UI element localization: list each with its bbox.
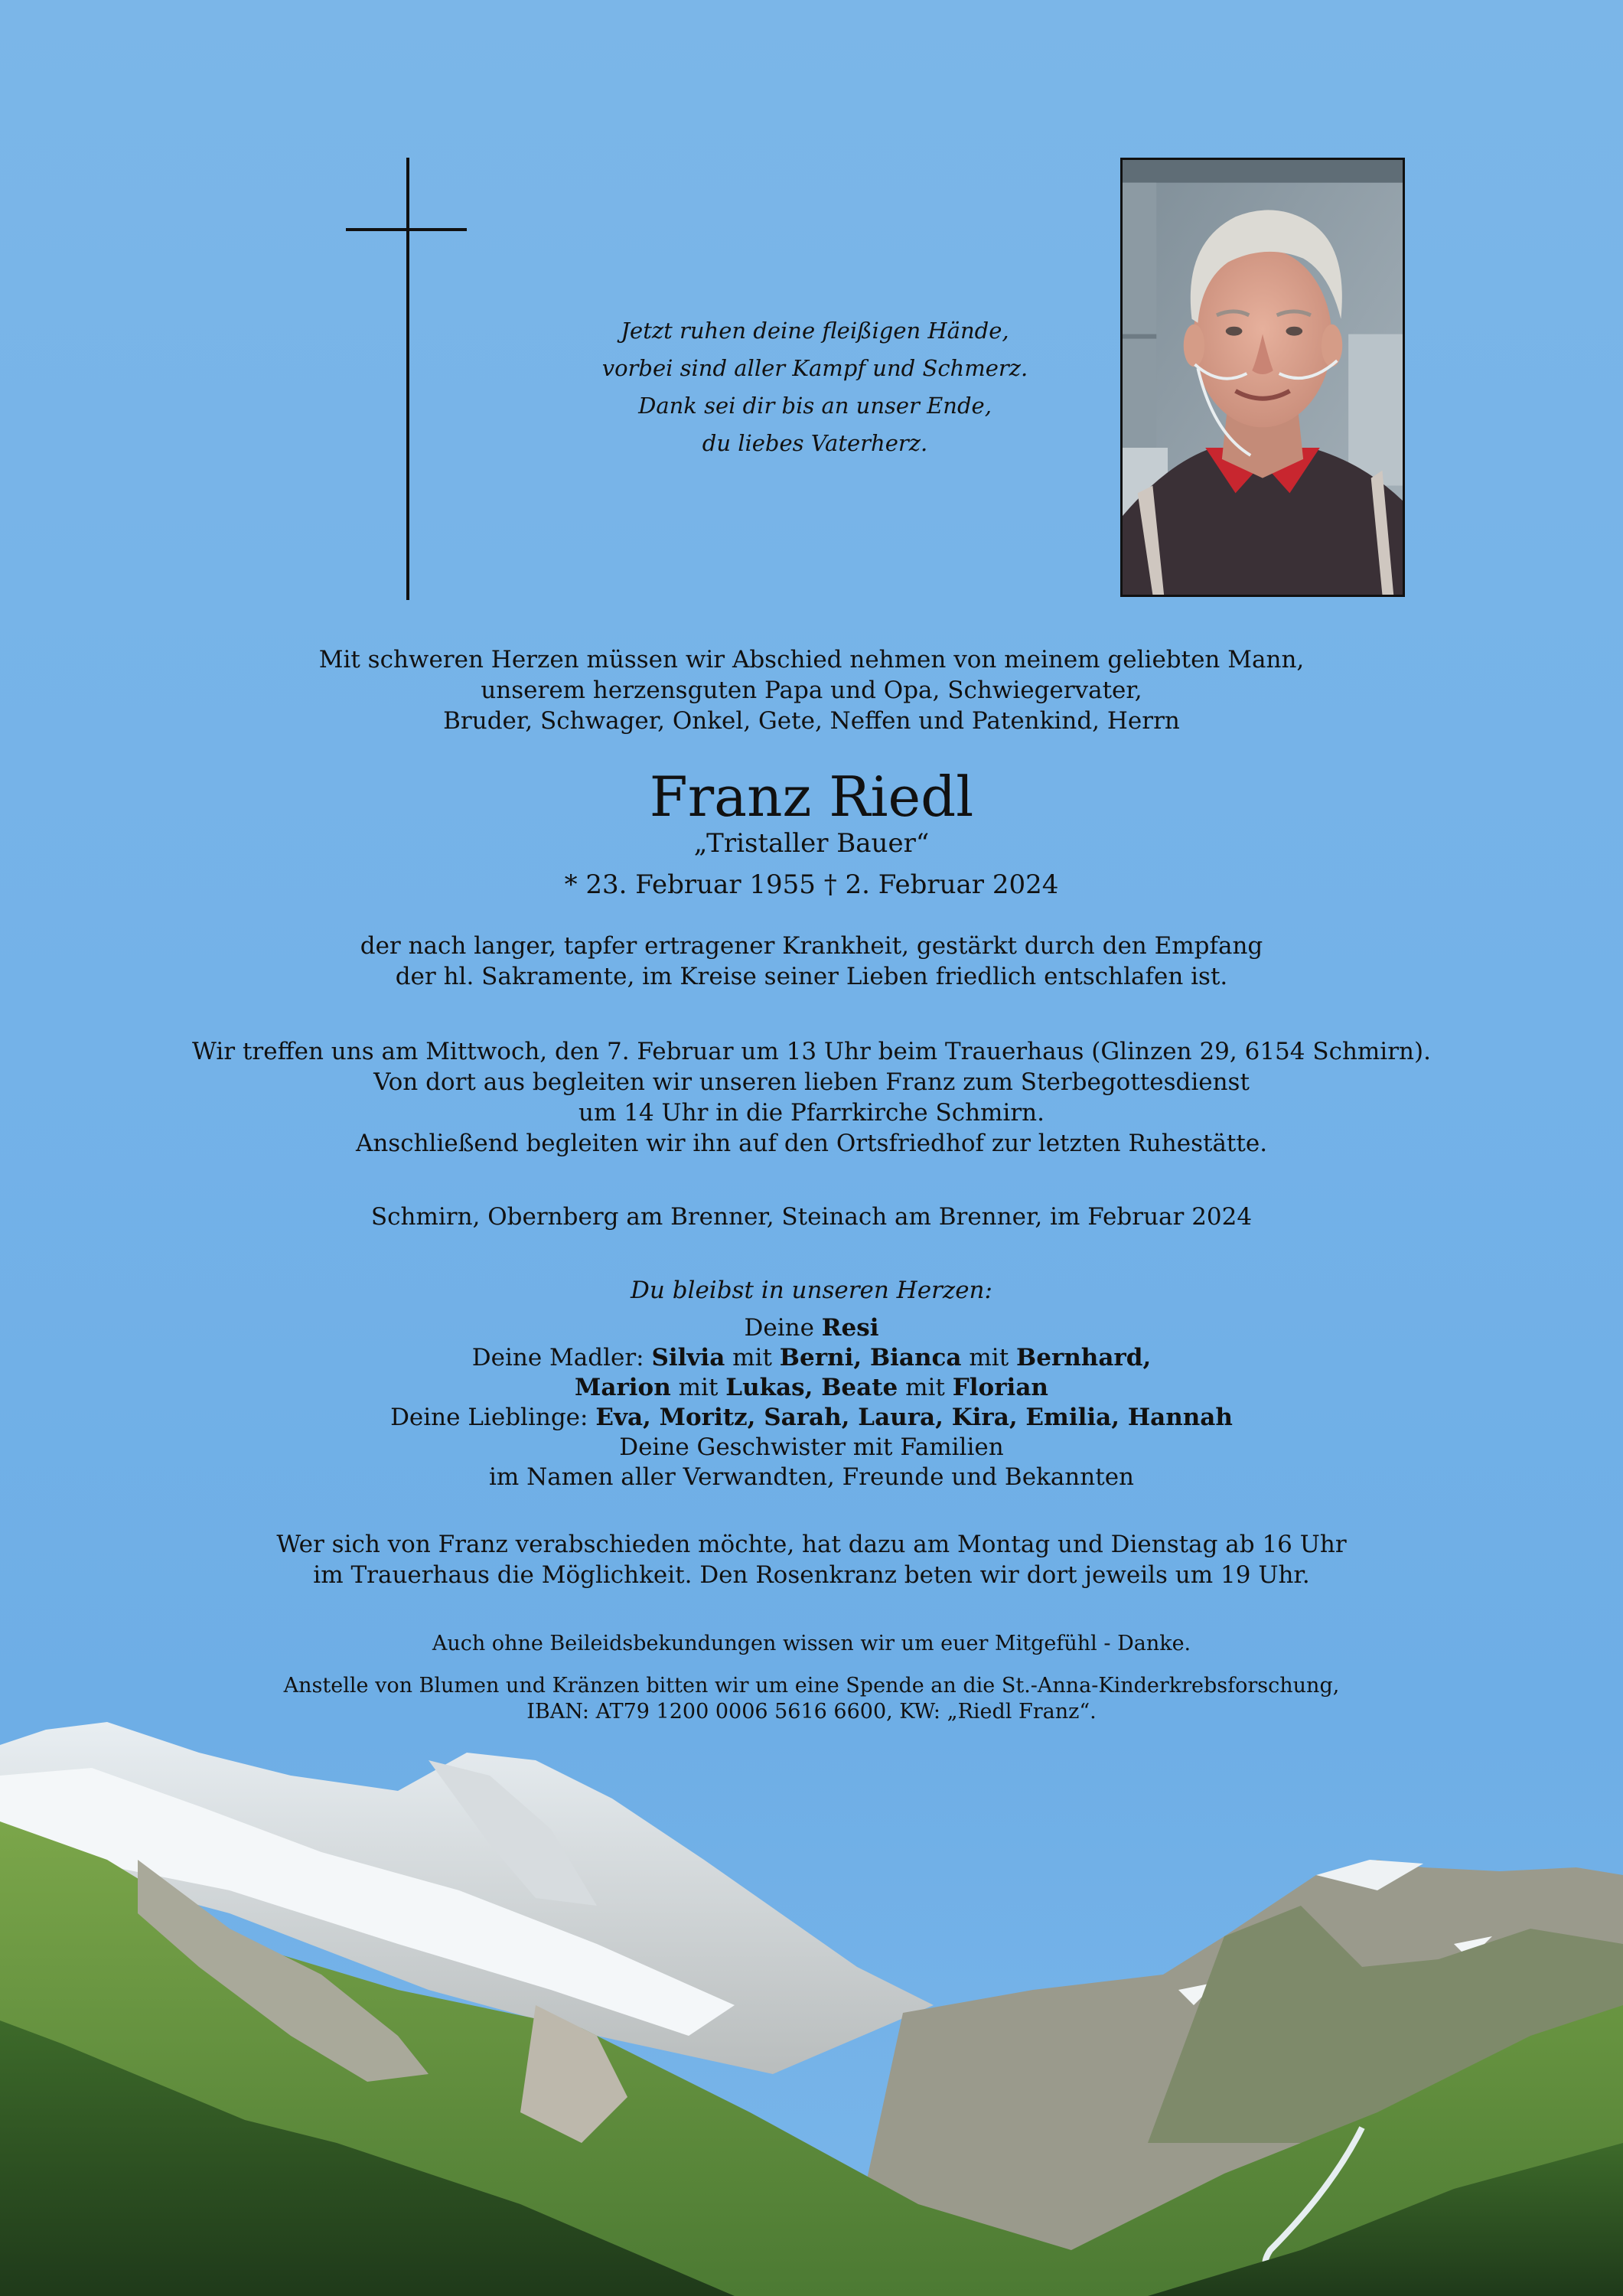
passing-line: der hl. Sakramente, im Kreise seiner Lieben friedlich entschlafen ist. [395, 963, 1228, 990]
mourner-line [0, 1313, 1623, 1343]
mourner-name: Marion [575, 1374, 671, 1401]
mourner-name: Florian [952, 1374, 1048, 1401]
donation-line: Anstelle von Blumen und Kränzen bitten wir um eine Spende an die St.-Anna-Kinderkrebsforschung, [283, 1674, 1340, 1698]
poem-line: Dank sei dir bis an unser Ende, [638, 393, 992, 419]
place-and-date: Schmirn, Obernberg am Brenner, Steinach am Brenner, im Februar 2024 [370, 1203, 1253, 1231]
funeral-details [0, 1036, 1623, 1159]
intro-text [0, 644, 1623, 736]
mountain-landscape [0, 1714, 1623, 2296]
passing-line: der nach langer, tapfer ertragener Krankheit, gestärkt durch den Empfang [360, 932, 1263, 960]
funeral-line: Von dort aus begleiten wir unseren lieben Franz zum Sterbegottesdienst [373, 1068, 1250, 1096]
poem-line: du liebes Vaterherz. [702, 430, 928, 456]
poem-line: Jetzt ruhen deine fleißigen Hände, [621, 318, 1009, 344]
deceased-name: Franz Riedl [649, 765, 974, 829]
mourner-line [0, 1373, 1623, 1403]
mourner-name: Resi [821, 1314, 879, 1342]
mourner-line [0, 1343, 1623, 1373]
mourner-name: Silvia [651, 1344, 725, 1371]
visit-line: Wer sich von Franz verabschieden möchte, hat dazu am Montag und Dienstag ab 16 Uhr [276, 1531, 1347, 1558]
poem-line: vorbei sind aller Kampf und Schmerz. [601, 355, 1028, 381]
mourner-text: Deine Lieblinge: [390, 1404, 596, 1431]
cross-icon [346, 158, 467, 600]
mourner-text: mit [725, 1344, 780, 1371]
mourner-name: Bernhard, [1016, 1344, 1152, 1371]
mourners-list [0, 1313, 1623, 1492]
intro-line: unserem herzensguten Papa und Opa, Schwiegervater, [481, 677, 1142, 704]
mourners-title: Du bleibst in unseren Herzen: [631, 1277, 992, 1304]
mourner-text: Deine Madler: [471, 1344, 652, 1371]
mourner-text: mit [670, 1374, 726, 1401]
mourner-text: mit [898, 1374, 953, 1401]
life-dates: * 23. Februar 1955 † 2. Februar 2024 [564, 869, 1059, 900]
poem [566, 312, 1064, 462]
visitation-info [0, 1529, 1623, 1590]
thanks-note: Auch ohne Beileidsbekundungen wissen wir um euer Mitgefühl - Danke. [432, 1632, 1191, 1655]
mourner-line [0, 1403, 1623, 1433]
passing-text [0, 931, 1623, 992]
donation-line: IBAN: AT79 1200 0006 5616 6600, KW: „Riedl Franz“. [526, 1700, 1097, 1724]
mourner-name: Lukas, Beate [725, 1374, 898, 1401]
mourner-name: Berni, Bianca [779, 1344, 962, 1371]
mourner-name: Eva, Moritz, Sarah, Laura, Kira, Emilia, Hannah [595, 1404, 1233, 1431]
intro-line: Mit schweren Herzen müssen wir Abschied nehmen von meinem geliebten Mann, [318, 646, 1305, 673]
mourner-line: Deine Geschwister mit Familien [619, 1433, 1004, 1461]
portrait-photo [1120, 158, 1405, 597]
mourner-line: im Namen aller Verwandten, Freunde und Bekannten [488, 1463, 1135, 1491]
funeral-line: um 14 Uhr in die Pfarrkirche Schmirn. [578, 1099, 1045, 1127]
funeral-line: Anschließend begleiten wir ihn auf den Ortsfriedhof zur letzten Ruhestätte. [355, 1130, 1268, 1157]
intro-line: Bruder, Schwager, Onkel, Gete, Neffen und Patenkind, Herrn [443, 707, 1180, 735]
funeral-line: Wir treffen uns am Mittwoch, den 7. Februar um 13 Uhr beim Trauerhaus (Glinzen 29, 6154 Schmirn). [192, 1038, 1431, 1065]
deceased-nickname: „Tristaller Bauer“ [693, 828, 930, 859]
mourner-text: mit [961, 1344, 1017, 1371]
visit-line: im Trauerhaus die Möglichkeit. Den Rosenkranz beten wir dort jeweils um 19 Uhr. [313, 1561, 1310, 1589]
mourner-text: Deine [744, 1314, 822, 1342]
